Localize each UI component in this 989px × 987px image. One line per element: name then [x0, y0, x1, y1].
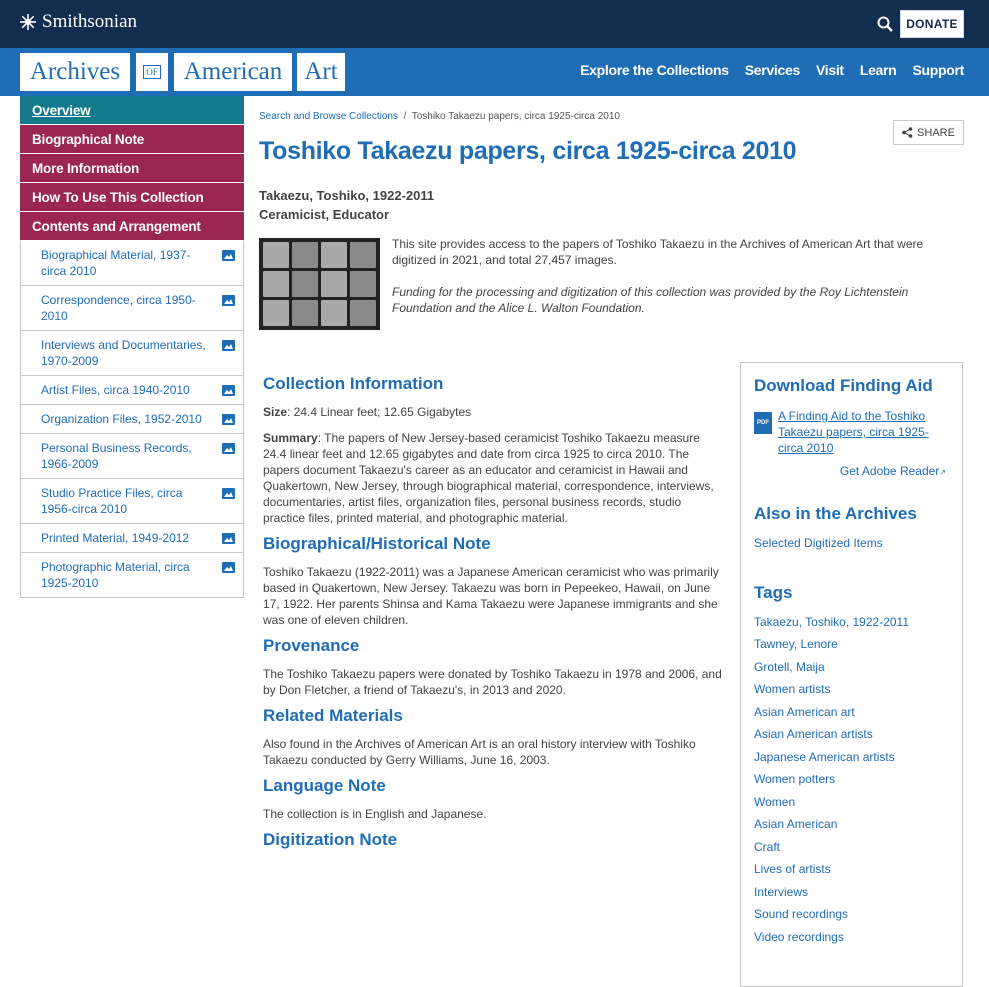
tag-link[interactable]: Women potters [754, 772, 836, 786]
image-icon[interactable] [222, 295, 235, 306]
selected-digitized-items-link[interactable]: Selected Digitized Items [754, 536, 883, 550]
tags-heading: Tags [754, 582, 793, 602]
series-label: Studio Practice Files, circa 1956-circa 2010 [41, 486, 183, 516]
adobe-reader-label: Get Adobe Reader [839, 464, 940, 478]
image-icon[interactable] [222, 562, 235, 573]
tag-link[interactable]: Asian American artists [754, 727, 873, 741]
tag-link[interactable]: Asian American art [754, 704, 855, 719]
breadcrumb-current: Toshiko Takaezu papers, circa 1925-circa 2010 [411, 111, 620, 122]
tag-list [754, 615, 962, 953]
finding-aid-row [754, 408, 962, 456]
series-label: Organization Files, 1952-2010 [41, 412, 202, 426]
brand-name: Smithsonian [42, 11, 138, 32]
top-bar [0, 0, 989, 48]
tag-link[interactable]: Tawney, Lenore [754, 637, 838, 651]
pdf-icon: PDF [754, 412, 772, 434]
main-nav [0, 48, 989, 96]
sidebar-item-contents-arrangement[interactable]: Contents and Arrangement [20, 212, 244, 241]
breadcrumb-search-browse[interactable]: Search and Browse Collections [259, 111, 398, 122]
image-icon[interactable] [222, 488, 235, 499]
breadcrumb-separator: / [403, 111, 407, 122]
bio-text: Toshiko Takaezu (1922-2011) was a Japanese American ceramicist who was primarily based in Quakertown, New Jersey. Takaezu was born in Pepeekeo, Hawaii, on June 17, 1922. Her parents Shinsa and Kama Takaezu were Japanese immigrants and she was one of eleven children. [263, 565, 719, 627]
tag-link[interactable]: Japanese American artists [754, 749, 895, 764]
series-item[interactable] [21, 552, 243, 597]
share-label: SHARE [917, 126, 955, 139]
series-label: Artist Files, circa 1940-2010 [41, 383, 190, 397]
series-label: Printed Material, 1949-2012 [41, 531, 190, 545]
series-item[interactable] [21, 241, 243, 285]
intro-text: This site provides access to the papers of Toshiko Takaezu in the Archives of American Art that were digitized in 2021, and total 27,457 images. [392, 237, 924, 267]
right-sidebar [740, 362, 963, 987]
also-in-archives-heading: Also in the Archives [754, 504, 917, 523]
page-title: Toshiko Takaezu papers, circa 1925-circa 2010 [259, 137, 797, 165]
related-materials-text: Also found in the Archives of American Art is an oral history interview with Toshiko Takaezu conducted by Gerry Williams, June 16, 2003. [263, 737, 696, 767]
main-content [263, 376, 723, 860]
nav-links [580, 62, 964, 78]
tag-link[interactable]: Women [754, 794, 796, 809]
size-label: Size [263, 405, 288, 419]
creator-block [259, 186, 434, 224]
tag-link[interactable]: Grotell, Maija [754, 659, 825, 674]
image-icon[interactable] [222, 250, 235, 261]
nav-explore-collections[interactable]: Explore the Collections [580, 62, 729, 78]
creator-name[interactable]: Takaezu, Toshiko, 1922-2011 [259, 188, 435, 203]
language-note-text: The collection is in English and Japanese. [263, 807, 487, 821]
series-item[interactable] [21, 375, 243, 404]
tag-link[interactable]: Women artists [754, 682, 831, 696]
nav-visit[interactable]: Visit [815, 62, 844, 78]
logo-of[interactable] [136, 53, 168, 91]
digitization-note-heading: Digitization Note [263, 830, 398, 849]
series-label: Interviews and Documentaries, 1970-2009 [41, 338, 206, 368]
sidebar [20, 96, 244, 598]
series-label: Photographic Material, circa 1925-2010 [41, 560, 190, 590]
series-item[interactable] [21, 330, 243, 375]
nav-support[interactable]: Support [912, 62, 964, 78]
share-icon [902, 127, 913, 138]
intro-block [392, 236, 962, 332]
sidebar-item-biographical-note[interactable]: Biographical Note [20, 125, 244, 154]
series-item[interactable] [21, 523, 243, 552]
series-item[interactable] [21, 285, 243, 330]
language-note-heading: Language Note [263, 776, 386, 795]
nav-services[interactable]: Services [744, 62, 800, 78]
series-label: Personal Business Records, 1966-2009 [41, 441, 192, 471]
provenance-text: The Toshiko Takaezu papers were donated by Toshiko Takaezu in 1978 and 2006, and by Don Fletcher, a friend of Takaezu's, in 2013 and 2020. [263, 667, 722, 697]
tag-link[interactable]: Video recordings [754, 929, 844, 944]
related-materials-heading: Related Materials [263, 706, 403, 725]
donate-button[interactable]: DONATE [900, 10, 964, 38]
size-value: : 24.4 Linear feet; 12.65 Gigabytes [287, 405, 472, 419]
logo-american[interactable]: American [174, 53, 292, 91]
adobe-reader-link[interactable] [754, 464, 962, 478]
breadcrumb [259, 111, 620, 122]
finding-aid-link[interactable]: A Finding Aid to the Toshiko Takaezu papers, circa 1925-circa 2010 [778, 409, 929, 455]
logo-of-text: OF [143, 65, 161, 79]
finding-aid-heading: Download Finding Aid [754, 376, 933, 395]
sidebar-item-overview[interactable]: Overview [20, 96, 244, 125]
summary-value: : The papers of New Jersey-based ceramicist Toshiko Takaezu measure 24.4 linear feet and 12.65 gigabytes and date from circa 1925 to circa 2010. The papers document Takaezu's career as an educator and ceramicist in Hawaii and Quakertown, New Jersey, through biographical material, correspondence, interviews, documentaries, artist files, organization files, personal business records, studio practice files, printed material, and photographic material. [263, 431, 714, 525]
series-label: Correspondence, circa 1950-2010 [41, 293, 196, 323]
size-line [263, 404, 723, 420]
provenance-heading: Provenance [263, 636, 360, 655]
summary [263, 430, 723, 526]
funding-note: Funding for the processing and digitization of this collection was provided by the Roy Lichtenstein Foundation and the Alice L. Walton Foundation. [392, 285, 909, 315]
tag-link[interactable]: Interviews [754, 884, 809, 899]
image-icon[interactable] [222, 443, 235, 454]
tag-link[interactable]: Craft [754, 839, 781, 854]
tag-link[interactable]: Lives of artists [754, 862, 831, 876]
image-icon[interactable] [222, 414, 235, 425]
series-item[interactable] [21, 478, 243, 523]
sunburst-icon [20, 14, 36, 30]
smithsonian-logo[interactable] [20, 11, 137, 33]
series-item[interactable] [21, 404, 243, 433]
tag-link[interactable]: Takaezu, Toshiko, 1922-2011 [754, 614, 909, 629]
search-icon[interactable] [876, 15, 894, 33]
series-label: Biographical Material, 1937-circa 2010 [41, 248, 191, 278]
tag-link[interactable]: Sound recordings [754, 907, 849, 921]
image-icon[interactable] [222, 385, 235, 396]
external-link-icon: ↗ [939, 468, 946, 477]
image-icon[interactable] [222, 340, 235, 351]
sidebar-item-how-to-use[interactable]: How To Use This Collection [20, 183, 244, 212]
logo-archives[interactable]: Archives [20, 53, 130, 91]
collection-info-heading: Collection Information [263, 374, 444, 393]
summary-label: Summary [263, 431, 318, 445]
series-item[interactable] [21, 433, 243, 478]
creator-role: Ceramicist, Educator [259, 207, 390, 222]
tag-link[interactable]: Asian American [754, 817, 838, 831]
sidebar-item-more-information[interactable]: More Information [20, 154, 244, 183]
contact-sheet-thumbnail[interactable] [259, 238, 380, 330]
series-list [20, 241, 244, 598]
image-icon[interactable] [222, 533, 235, 544]
nav-learn[interactable]: Learn [859, 62, 897, 78]
logo-art[interactable]: Art [297, 53, 345, 91]
bio-heading: Biographical/Historical Note [263, 534, 491, 553]
share-button[interactable] [893, 120, 964, 145]
